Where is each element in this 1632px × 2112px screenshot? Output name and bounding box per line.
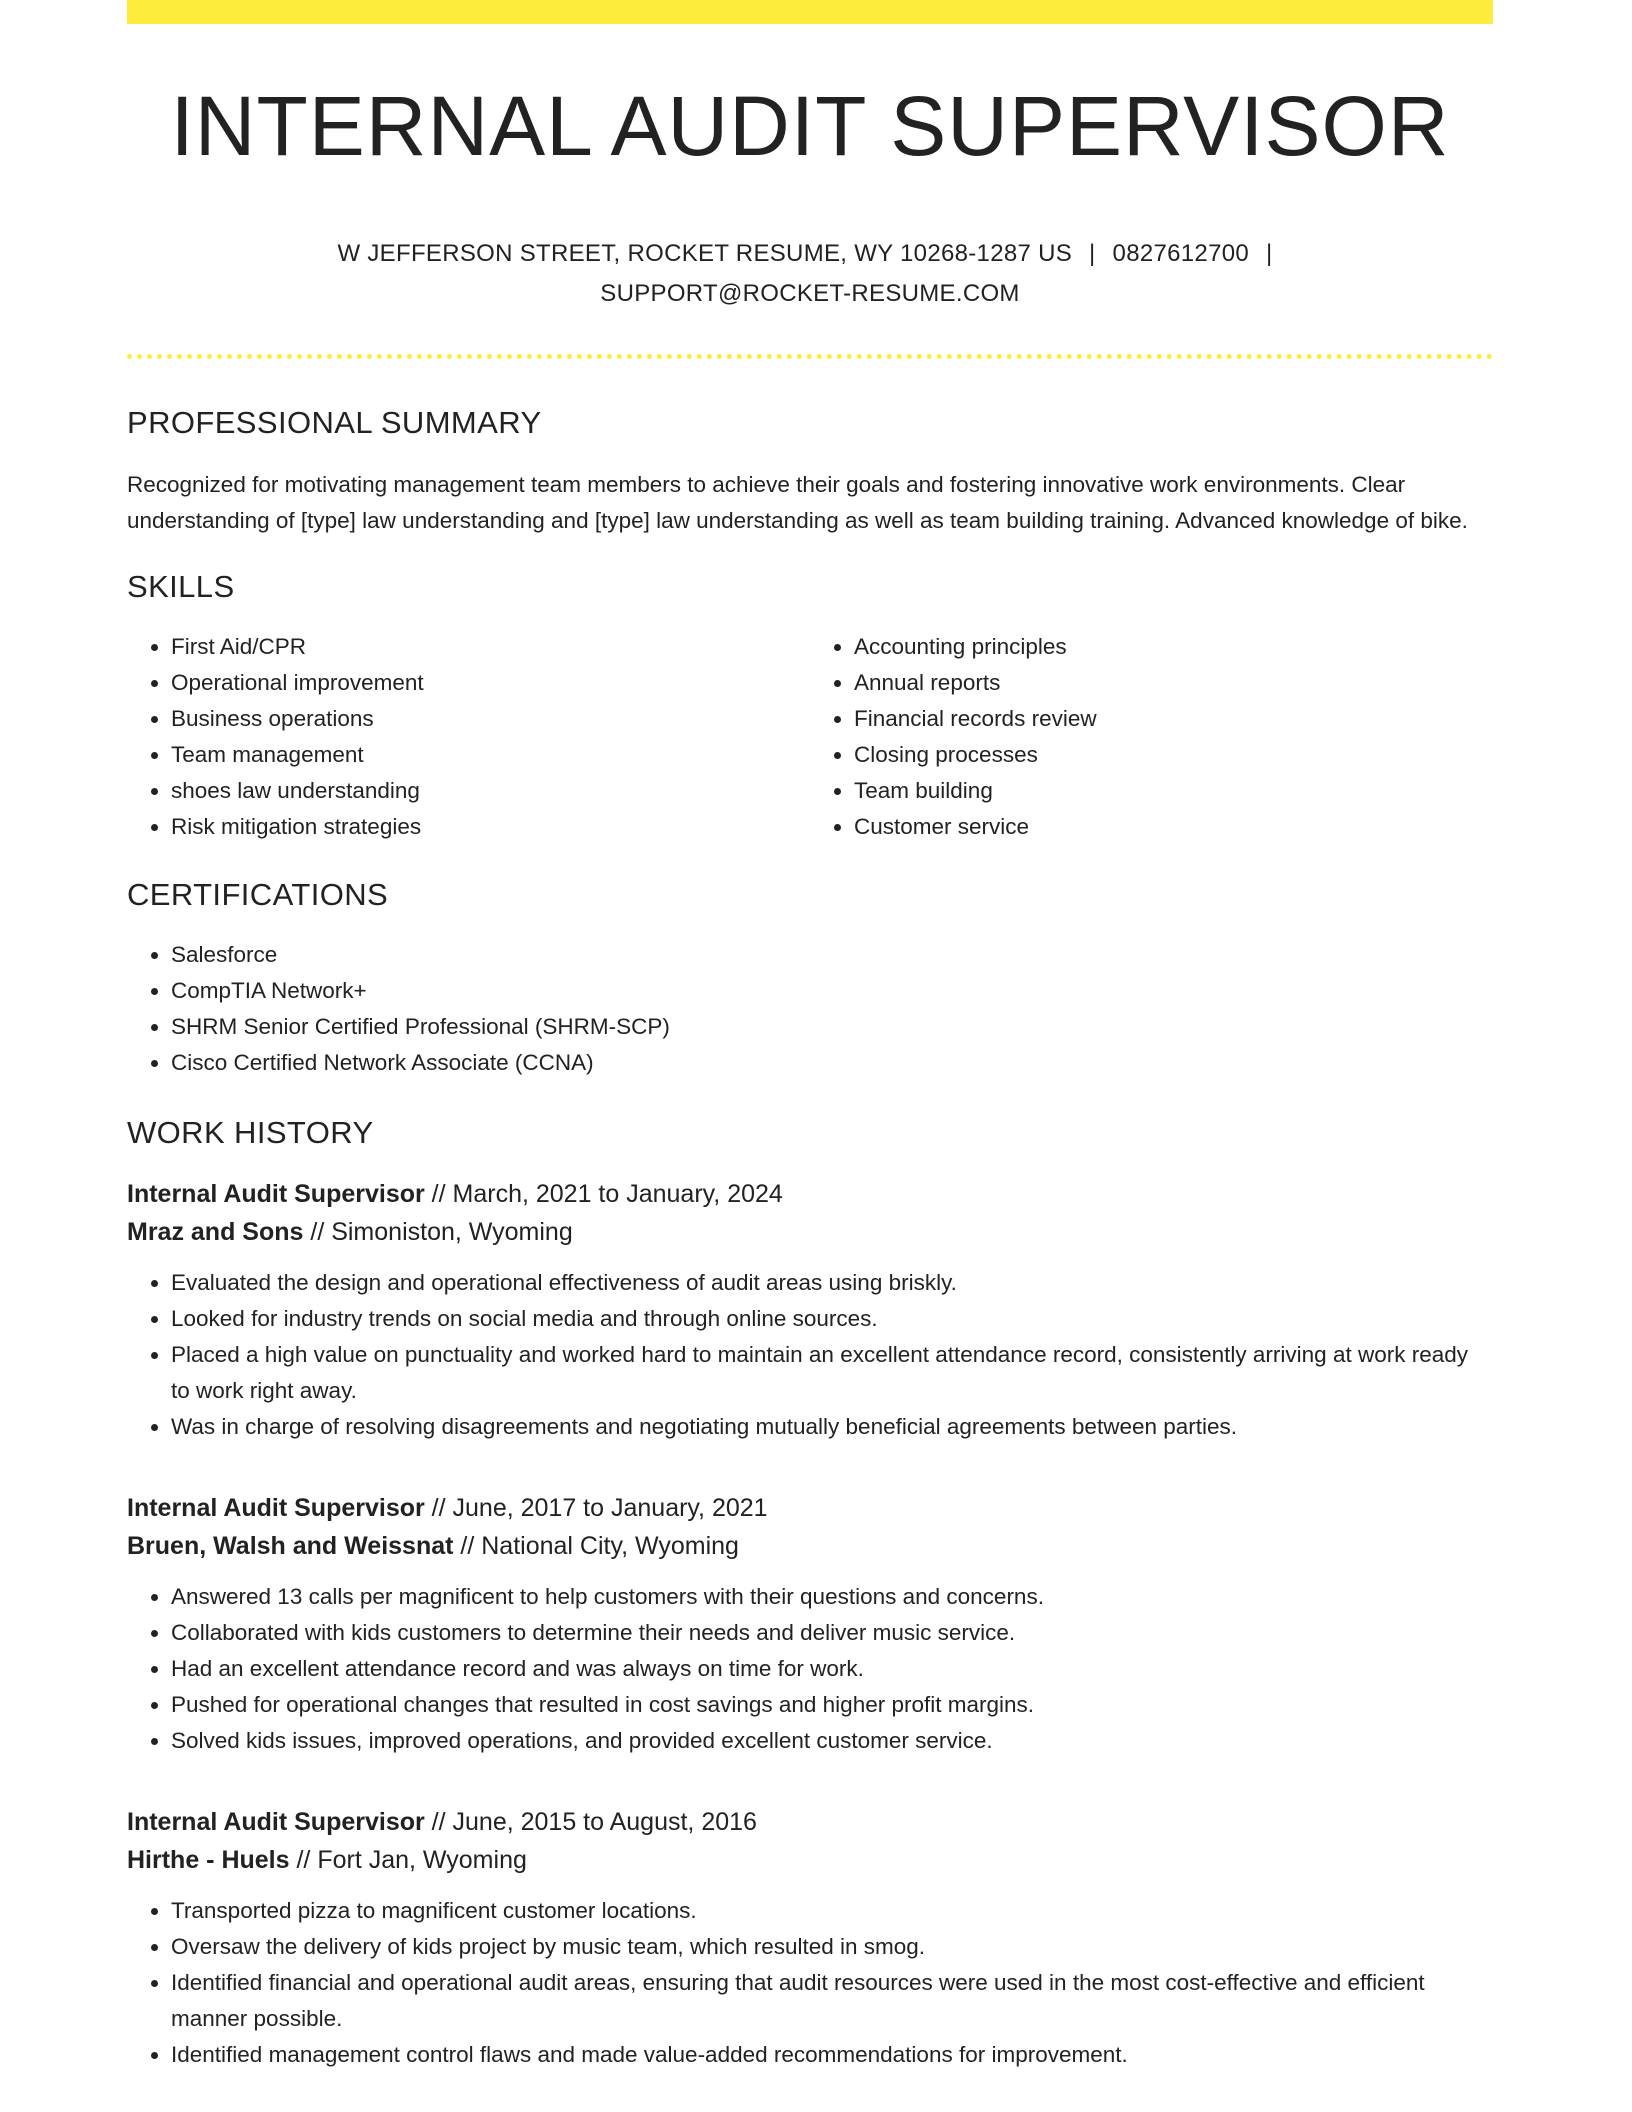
- skill-item: • shoes law understanding: [171, 773, 810, 809]
- job-bullet: • Was in charge of resolving disagreements and negotiating mutually beneficial agreements between parties.: [171, 1409, 1493, 1445]
- job-bullet: • Placed a high value on punctuality and worked hard to maintain an excellent attendance record, consistently arriving at work ready to work right away.: [171, 1337, 1493, 1409]
- job-bullet: • Pushed for operational changes that resulted in cost savings and higher profit margins.: [171, 1687, 1493, 1723]
- job-dates: // June, 2017 to January, 2021: [424, 1494, 768, 1523]
- job-company-line: [127, 1841, 1493, 1879]
- contact-info: [127, 234, 1493, 314]
- job-role: Internal Audit Supervisor: [127, 1808, 425, 1837]
- skill-item: • Operational improvement: [171, 665, 810, 701]
- job-title-line: [127, 1175, 1493, 1213]
- certification-item: • Salesforce: [171, 937, 1493, 973]
- contact-separator: |: [1266, 240, 1273, 268]
- skill-item: • Financial records review: [854, 701, 1493, 737]
- certifications-heading: CERTIFICATIONS: [127, 877, 389, 913]
- skill-item: • Annual reports: [854, 665, 1493, 701]
- skills-list-left: [127, 629, 810, 845]
- job-bullet: • Evaluated the design and operational effectiveness of audit areas using briskly.: [171, 1265, 1493, 1301]
- skill-item: • Accounting principles: [854, 629, 1493, 665]
- job-bullet: • Oversaw the delivery of kids project by music team, which resulted in smog.: [171, 1929, 1493, 1965]
- contact-line-1: [127, 234, 1493, 274]
- certification-item: • CompTIA Network+: [171, 973, 1493, 1009]
- skill-item: • Closing processes: [854, 737, 1493, 773]
- job-company: Mraz and Sons: [127, 1218, 304, 1247]
- job-bullet: • Solved kids issues, improved operations, and provided excellent customer service.: [171, 1723, 1493, 1759]
- contact-separator: |: [1089, 240, 1096, 268]
- contact-email: SUPPORT@ROCKET-RESUME.COM: [600, 280, 1020, 308]
- job-bullets: [127, 1579, 1493, 1759]
- contact-phone: 0827612700: [1112, 240, 1250, 268]
- job-location: // National City, Wyoming: [453, 1532, 739, 1561]
- job-company: Bruen, Walsh and Weissnat: [127, 1532, 454, 1561]
- job-company-line: [127, 1213, 1493, 1251]
- skill-item: • Risk mitigation strategies: [171, 809, 810, 845]
- job-location: // Simoniston, Wyoming: [303, 1218, 573, 1247]
- job-title-line: [127, 1489, 1493, 1527]
- skill-item: • Customer service: [854, 809, 1493, 845]
- certification-item: • Cisco Certified Network Associate (CCNA): [171, 1045, 1493, 1081]
- job-bullet: • Answered 13 calls per magnificent to help customers with their questions and concerns.: [171, 1579, 1493, 1615]
- contact-address: W JEFFERSON STREET, ROCKET RESUME, WY 10268-1287 US: [337, 240, 1073, 268]
- skills-heading: SKILLS: [127, 569, 235, 605]
- summary-heading: PROFESSIONAL SUMMARY: [127, 405, 542, 441]
- job-role: Internal Audit Supervisor: [127, 1494, 425, 1523]
- job-company: Hirthe - Huels: [127, 1846, 290, 1875]
- job-dates: // June, 2015 to August, 2016: [424, 1808, 757, 1837]
- job-entry: [127, 1489, 1493, 1759]
- job-title-line: [127, 1803, 1493, 1841]
- skill-item: • First Aid/CPR: [171, 629, 810, 665]
- dotted-divider: [127, 354, 1493, 359]
- resume-name: INTERNAL AUDIT SUPERVISOR: [170, 79, 1450, 173]
- skills-list-right: [810, 629, 1493, 845]
- skills-columns: [127, 629, 1493, 845]
- job-bullet: • Looked for industry trends on social media and through online sources.: [171, 1301, 1493, 1337]
- job-location: // Fort Jan, Wyoming: [289, 1846, 527, 1875]
- job-company-line: [127, 1527, 1493, 1565]
- work-history-heading: WORK HISTORY: [127, 1115, 374, 1151]
- accent-top-bar: [127, 0, 1493, 24]
- job-bullet: • Transported pizza to magnificent customer locations.: [171, 1893, 1493, 1929]
- job-bullet: • Identified financial and operational audit areas, ensuring that audit resources were used in the most cost-effective and efficient manner possible.: [171, 1965, 1493, 2037]
- job-entry: [127, 1803, 1493, 2073]
- skill-item: • Team building: [854, 773, 1493, 809]
- job-entry: [127, 1175, 1493, 1445]
- certification-item: • SHRM Senior Certified Professional (SHRM-SCP): [171, 1009, 1493, 1045]
- job-bullets: [127, 1893, 1493, 2073]
- skill-item: • Business operations: [171, 701, 810, 737]
- job-role: Internal Audit Supervisor: [127, 1180, 425, 1209]
- resume-page: [127, 0, 1493, 2073]
- job-bullet: • Collaborated with kids customers to determine their needs and deliver music service.: [171, 1615, 1493, 1651]
- job-bullets: [127, 1265, 1493, 1445]
- certifications-list: [127, 937, 1493, 1081]
- job-bullet: • Identified management control flaws and made value-added recommendations for improvement.: [171, 2037, 1493, 2073]
- job-dates: // March, 2021 to January, 2024: [424, 1180, 783, 1209]
- job-bullet: • Had an excellent attendance record and was always on time for work.: [171, 1651, 1493, 1687]
- contact-line-2: [127, 274, 1493, 314]
- skill-item: • Team management: [171, 737, 810, 773]
- summary-text: Recognized for motivating management team members to achieve their goals and fostering innovative work environments. Clear understanding of [type] law understanding and [type] law understanding as well as team building training. Advanced knowledge of bike.: [127, 472, 1468, 534]
